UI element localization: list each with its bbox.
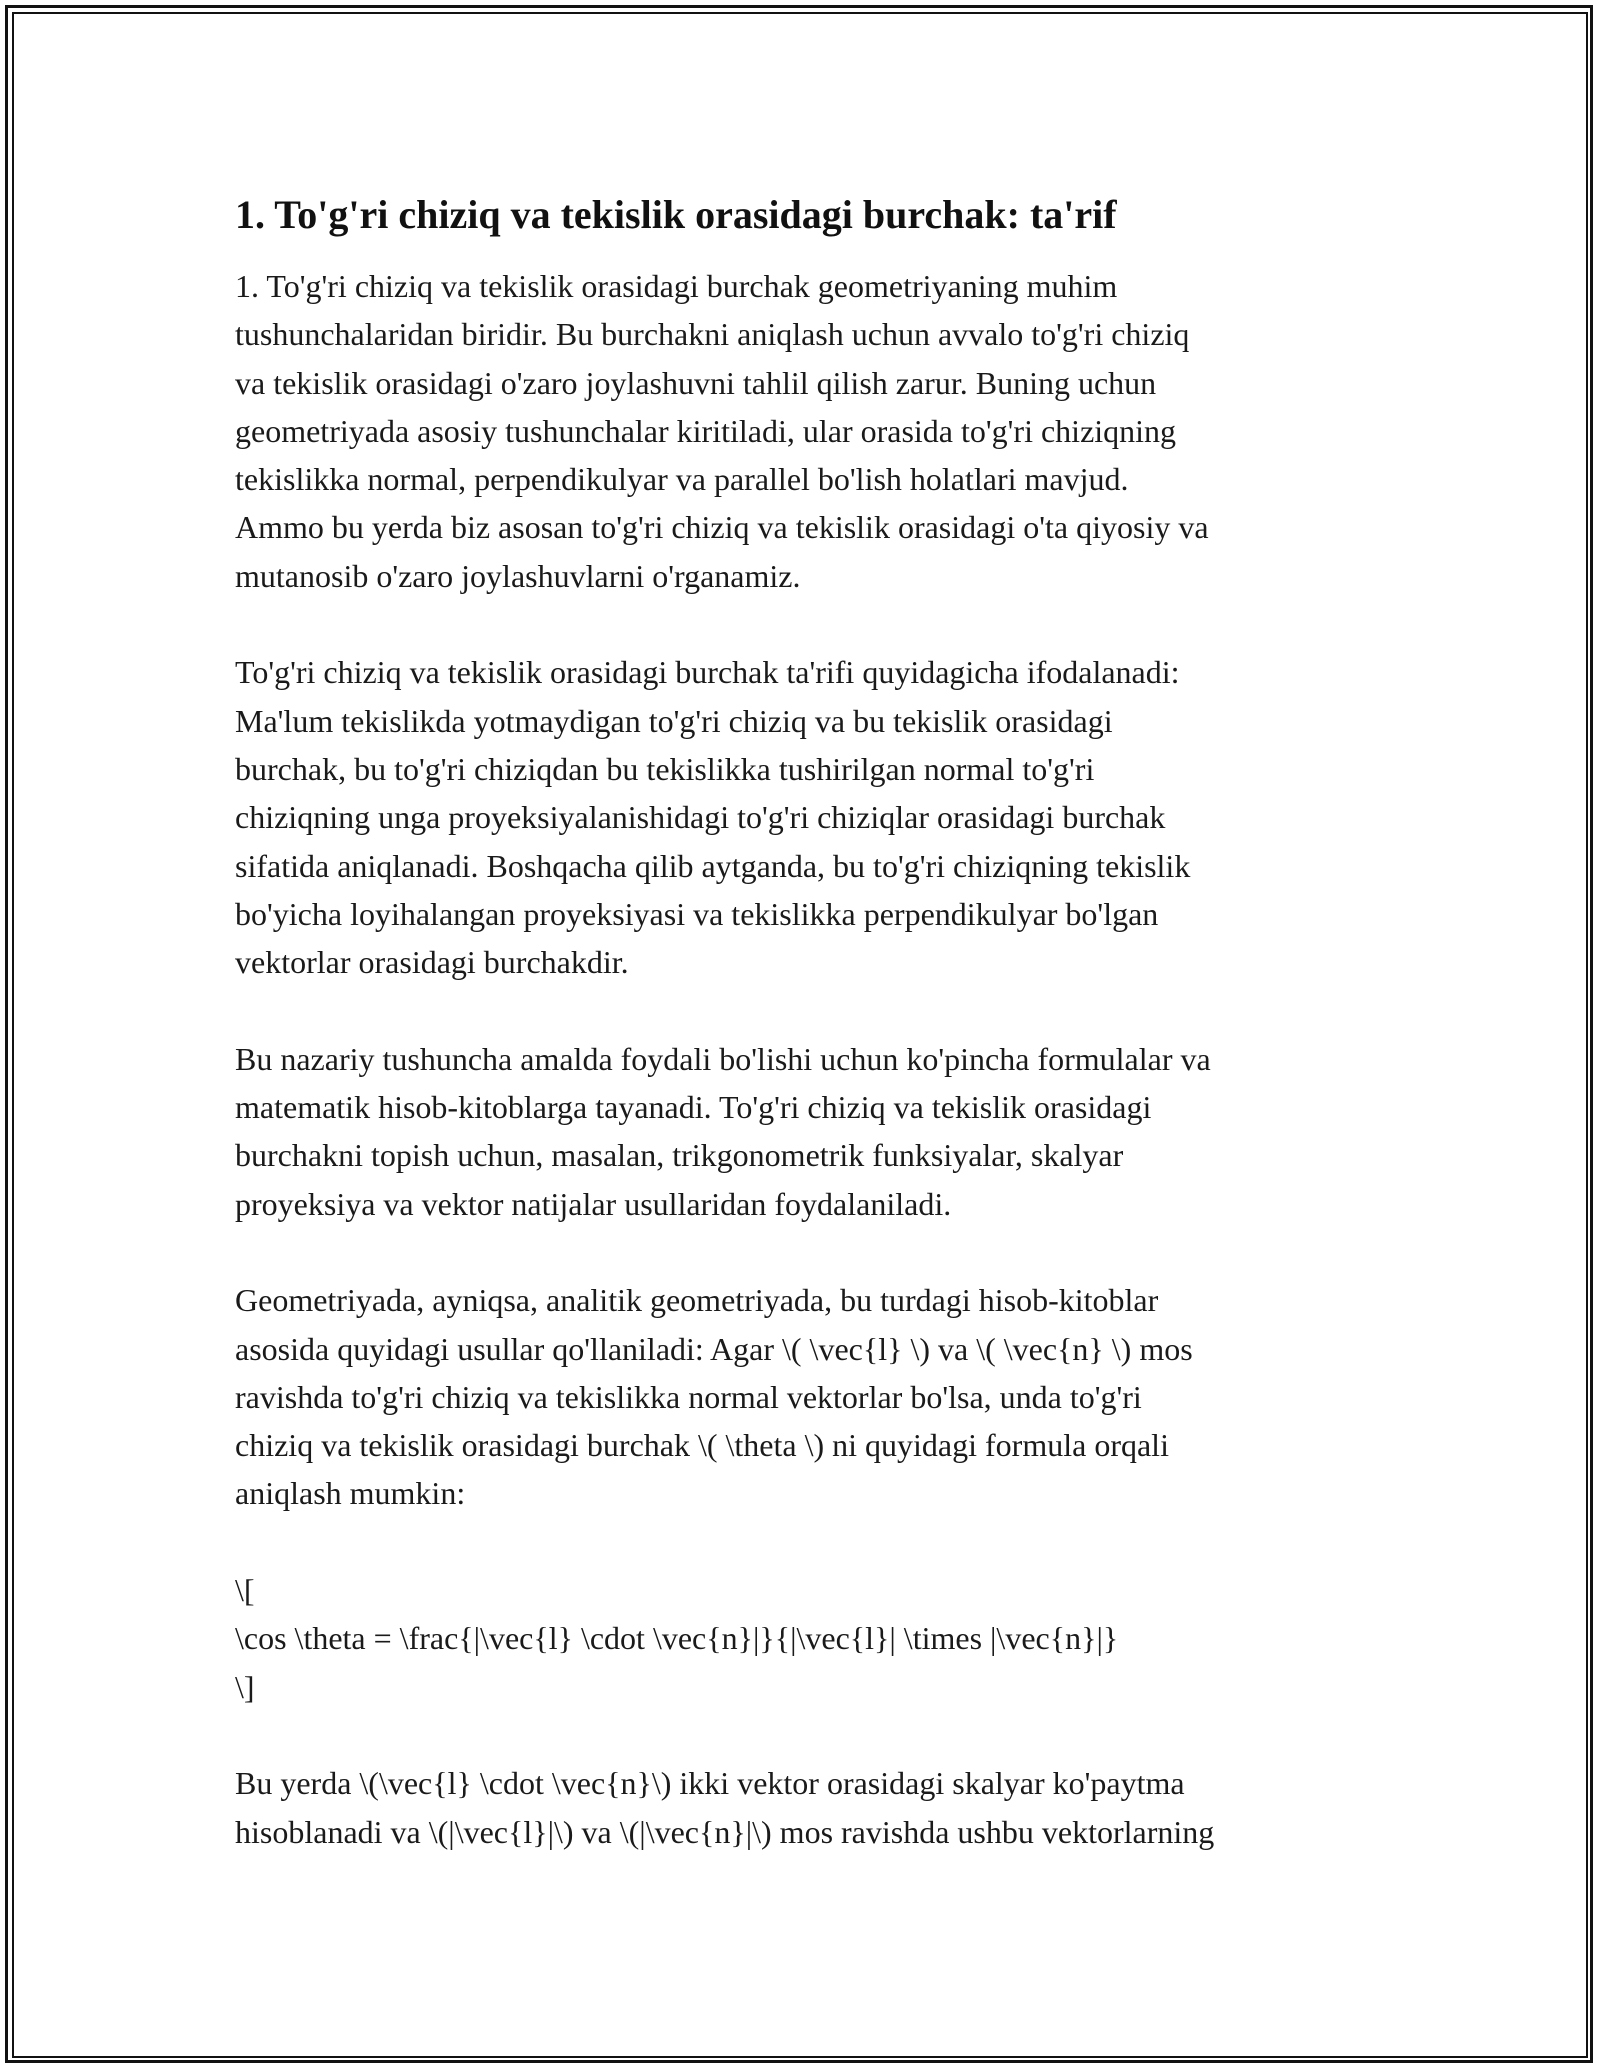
text-line: va tekislik orasidagi o'zaro joylashuvni tahlil qilish zarur. Buning uchun xyxy=(235,364,1157,401)
text-line: chiziqning unga proyeksiyalanishidagi to'g'ri chiziqlar orasidagi burchak xyxy=(235,799,1166,836)
formula-block xyxy=(235,1566,1370,1711)
text-line: mutanosib o'zaro joylashuvlarni o'rganamiz. xyxy=(235,557,801,594)
text-line: Ma'lum tekislikda yotmaydigan to'g'ri chiziq va bu tekislik orasidagi xyxy=(235,702,1113,739)
text-line: Ammo bu yerda biz asosan to'g'ri chiziq va tekislik orasidagi o'ta qiyosiy va xyxy=(235,509,1209,546)
text-line: hisoblanadi va \(|\vec{l}|\) va \(|\vec{n}|\) mos ravishda ushbu vektorlarning xyxy=(235,1813,1215,1850)
text-line: asosida quyidagi usullar qo'llaniladi: Agar \( \vec{l} \) va \( \vec{n} \) mos xyxy=(235,1330,1193,1367)
text-line: sifatida aniqlanadi. Boshqacha qilib aytganda, bu to'g'ri chiziqning tekislik xyxy=(235,847,1191,884)
paragraph-theory xyxy=(235,1035,1370,1228)
text-line: 1. To'g'ri chiziq va tekislik orasidagi burchak geometriyaning muhim xyxy=(235,268,1118,304)
text-line: chiziq va tekislik orasidagi burchak \( \theta \) ni quyidagi formula orqali xyxy=(235,1427,1169,1464)
text-line: burchak, bu to'g'ri chiziqdan bu tekislikka tushirilgan normal to'g'ri xyxy=(235,750,1095,787)
text-line: To'g'ri chiziq va tekislik orasidagi burchak ta'rifi quyidagicha ifodalanadi: xyxy=(235,654,1180,691)
document-body xyxy=(235,190,1370,1904)
text-line: burchakni topish uchun, masalan, trikgonometrik funksiyalar, skalyar xyxy=(235,1137,1124,1174)
formula-line: \] xyxy=(235,1668,255,1705)
text-line: Bu yerda \(\vec{l} \cdot \vec{n}\) ikki vektor orasidagi skalyar ko'paytma xyxy=(235,1765,1185,1802)
formula-line: \[ xyxy=(235,1572,255,1609)
text-line: bo'yicha loyihalangan proyeksiyasi va tekislikka perpendikulyar bo'lgan xyxy=(235,895,1159,932)
text-line: aniqlash mumkin: xyxy=(235,1475,466,1512)
paragraph-definition xyxy=(235,648,1370,986)
text-line: geometriyada asosiy tushunchalar kiritiladi, ular orasida to'g'ri chiziqning xyxy=(235,412,1177,449)
text-line: tushunchalaridan biridir. Bu burchakni aniqlash uchun avvalo to'g'ri chiziq xyxy=(235,316,1190,353)
paragraph-intro xyxy=(235,262,1370,600)
section-heading: 1. To'g'ri chiziq va tekislik orasidagi burchak: ta'rif xyxy=(235,192,1117,237)
paragraph-explanation xyxy=(235,1759,1370,1856)
text-line: vektorlar orasidagi burchakdir. xyxy=(235,944,629,981)
text-line: tekislikka normal, perpendikulyar va parallel bo'lish holatlari mavjud. xyxy=(235,461,1129,498)
text-line: proyeksiya va vektor natijalar usullaridan foydalaniladi. xyxy=(235,1185,952,1222)
text-line: Geometriyada, ayniqsa, analitik geometriyada, bu turdagi hisob-kitoblar xyxy=(235,1282,1159,1319)
text-line: Bu nazariy tushuncha amalda foydali bo'lishi uchun ko'pincha formulalar va xyxy=(235,1040,1211,1077)
formula-line: \cos \theta = \frac{|\vec{l} \cdot \vec{n}|}{|\vec{l}| \times |\vec{n}|} xyxy=(235,1620,1119,1657)
paragraph-analytic xyxy=(235,1276,1370,1517)
text-line: ravishda to'g'ri chiziq va tekislikka normal vektorlar bo'lsa, unda to'g'ri xyxy=(235,1378,1142,1415)
text-line: matematik hisob-kitoblarga tayanadi. To'g'ri chiziq va tekislik orasidagi xyxy=(235,1089,1152,1126)
